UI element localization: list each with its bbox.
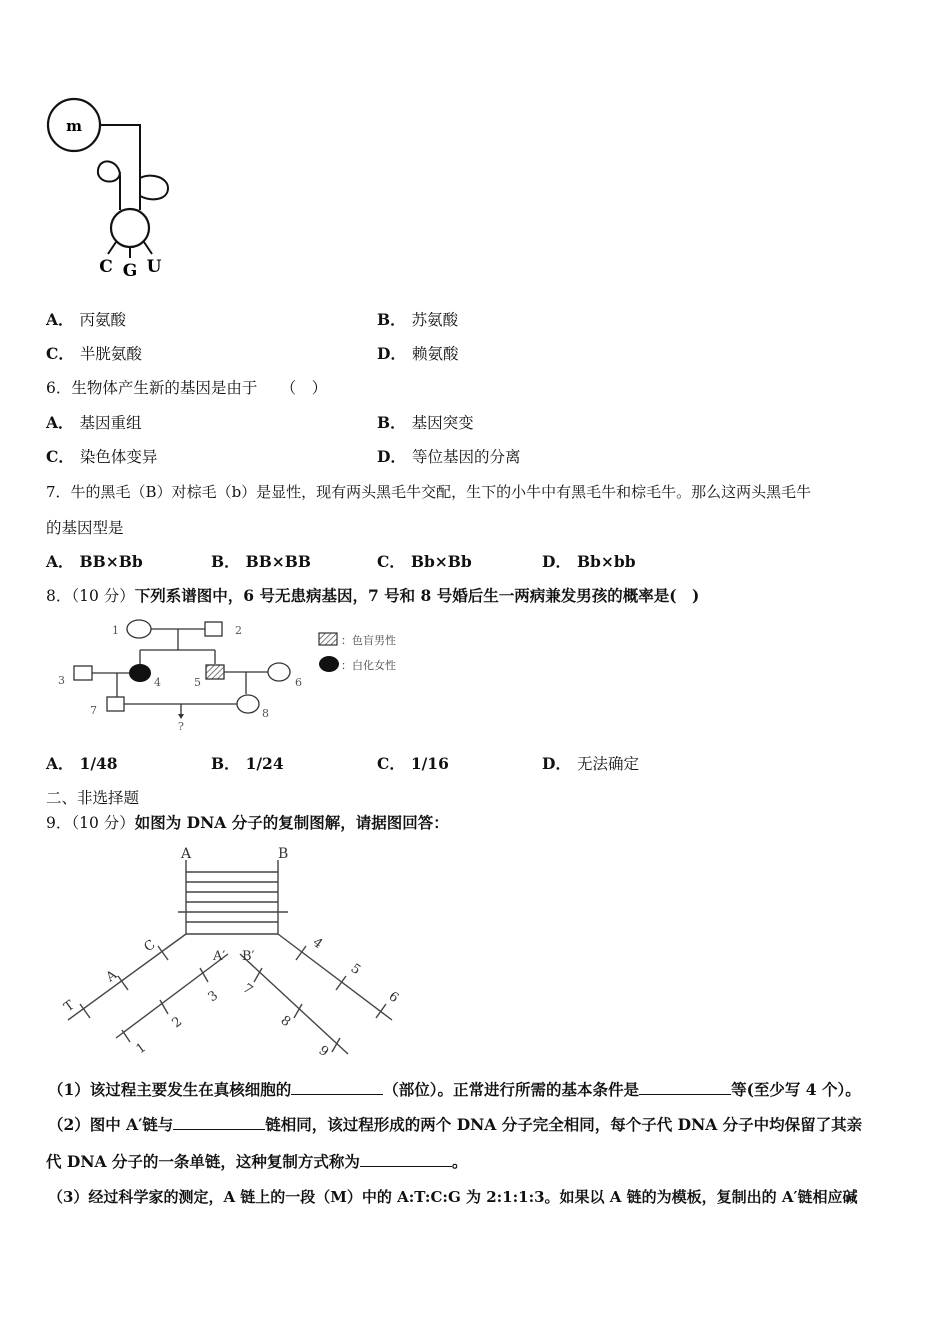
q7-option-b: B． BB×BB — [211, 552, 311, 571]
label-3: 3 — [205, 988, 222, 1006]
legend-filled-circle — [319, 656, 339, 672]
q7-stem-line2: 的基因型是 — [46, 519, 124, 537]
q8-option-d: D． 无法确定 — [542, 754, 639, 773]
individual-3 — [74, 666, 92, 680]
q5-option-d: D． 赖氨酸 — [377, 344, 459, 363]
label-b: B — [278, 846, 289, 862]
answer-blank-2[interactable] — [639, 1080, 731, 1095]
q8-option-c: C． 1/16 — [377, 754, 449, 773]
label-strand-a: A — [103, 967, 120, 986]
label-6: 6 — [385, 989, 402, 1007]
label-9: 9 — [315, 1043, 332, 1061]
q6-option-b: B． 基因突变 — [377, 413, 474, 432]
label-1: 1 — [133, 1040, 150, 1058]
q6-option-d: D． 等位基因的分离 — [377, 447, 521, 466]
ind-2-label: 2 — [235, 624, 242, 637]
answer-blank-1[interactable] — [291, 1080, 383, 1095]
label-c: C — [141, 937, 159, 956]
q6-stem: 6．生物体产生新的基因是由于 （ ） — [46, 379, 328, 397]
individual-4 — [129, 664, 151, 682]
section-title: 二、非选择题 — [46, 789, 140, 807]
trna-figure — [40, 92, 190, 292]
answer-blank-4[interactable] — [360, 1152, 452, 1167]
individual-8 — [237, 695, 259, 713]
q7-stem-line1: 7．牛的黑毛（B）对棕毛（b）是显性，现有两头黑毛牛交配，生下的小牛中有黑毛牛和棕毛牛。那么这两头黑毛牛 — [46, 483, 812, 501]
q9-sub2-line1: （2）图中 A′链与 链相同，该过程形成的两个 DNA 分子完全相同，每个子代 DNA 分子中均保留了其亲 — [48, 1115, 863, 1134]
label-4: 4 — [309, 935, 326, 953]
q9-sub3: （3）经过科学家的测定，A 链上的一段（M）中的 A:T:C:G 为 2:1:1:3。如果以 A 链的为模板，复制出的 A′链相应碱 — [48, 1188, 858, 1206]
q9-stem: 9．（10 分）如图为 DNA 分子的复制图解，请据图回答： — [46, 813, 449, 832]
q7-option-a: A． BB×Bb — [46, 552, 143, 571]
q7-option-d: D． Bb×bb — [542, 552, 636, 571]
label-7: 7 — [239, 981, 256, 999]
legend-colorblind-label: ：色盲男性 — [341, 634, 396, 647]
individual-1 — [127, 620, 151, 638]
individual-7 — [107, 697, 124, 711]
label-2: 2 — [169, 1014, 186, 1032]
ind-7-label: 7 — [90, 704, 97, 717]
label-a: A — [181, 846, 192, 862]
q5-option-c: C． 半胱氨酸 — [46, 344, 142, 363]
label-a-prime: A′ — [213, 949, 226, 964]
pedigree-chart — [50, 614, 430, 736]
individual-2 — [205, 622, 222, 636]
t-loop — [140, 176, 168, 200]
q8-option-a: A． 1/48 — [46, 754, 118, 773]
anticodon-base-2: G — [122, 261, 138, 281]
ind-8-label: 8 — [262, 707, 269, 720]
q9-sub1: （1）该过程主要发生在真核细胞的 （部位）。正常进行所需的基本条件是 等(至少写 4 个）。 — [48, 1080, 861, 1099]
ind-6-label: 6 — [295, 676, 302, 689]
anticodon-loop — [111, 209, 149, 247]
label-b-prime: B′ — [242, 949, 255, 964]
offspring-label: ? — [178, 720, 184, 733]
d-loop — [98, 161, 120, 181]
dna-replication-figure — [56, 842, 416, 1067]
label-t: T — [61, 998, 78, 1016]
legend-hatched-square — [319, 633, 337, 645]
q7-option-c: C． Bb×Bb — [377, 552, 472, 571]
label-8: 8 — [277, 1013, 294, 1031]
q8-stem: 8．（10 分）下列系谱图中，6 号无患病基因，7 号和 8 号婚后生一两病兼发男孩的概率是( ) — [46, 586, 700, 605]
individual-6 — [268, 663, 290, 681]
answer-blank-3[interactable] — [173, 1115, 265, 1130]
ind-5-label: 5 — [194, 676, 201, 689]
legend-albino-label: ：白化女性 — [341, 659, 396, 672]
amino-acid-label: m — [66, 117, 82, 135]
q5-option-a: A． 丙氨酸 — [46, 310, 127, 329]
ind-4-label: 4 — [154, 676, 161, 689]
anticodon-base-1: C — [99, 257, 113, 277]
q8-option-b: B． 1/24 — [211, 754, 284, 773]
anticodon-base-3: U — [146, 257, 162, 277]
q6-option-c: C． 染色体变异 — [46, 447, 158, 466]
label-5: 5 — [347, 961, 364, 979]
ind-3-label: 3 — [58, 674, 65, 687]
q9-sub2-line2: 代 DNA 分子的一条单链，这种复制方式称为 。 — [46, 1152, 468, 1171]
individual-5 — [206, 665, 224, 679]
q5-option-b: B． 苏氨酸 — [377, 310, 459, 329]
ind-1-label: 1 — [112, 624, 119, 637]
q6-option-a: A． 基因重组 — [46, 413, 142, 432]
